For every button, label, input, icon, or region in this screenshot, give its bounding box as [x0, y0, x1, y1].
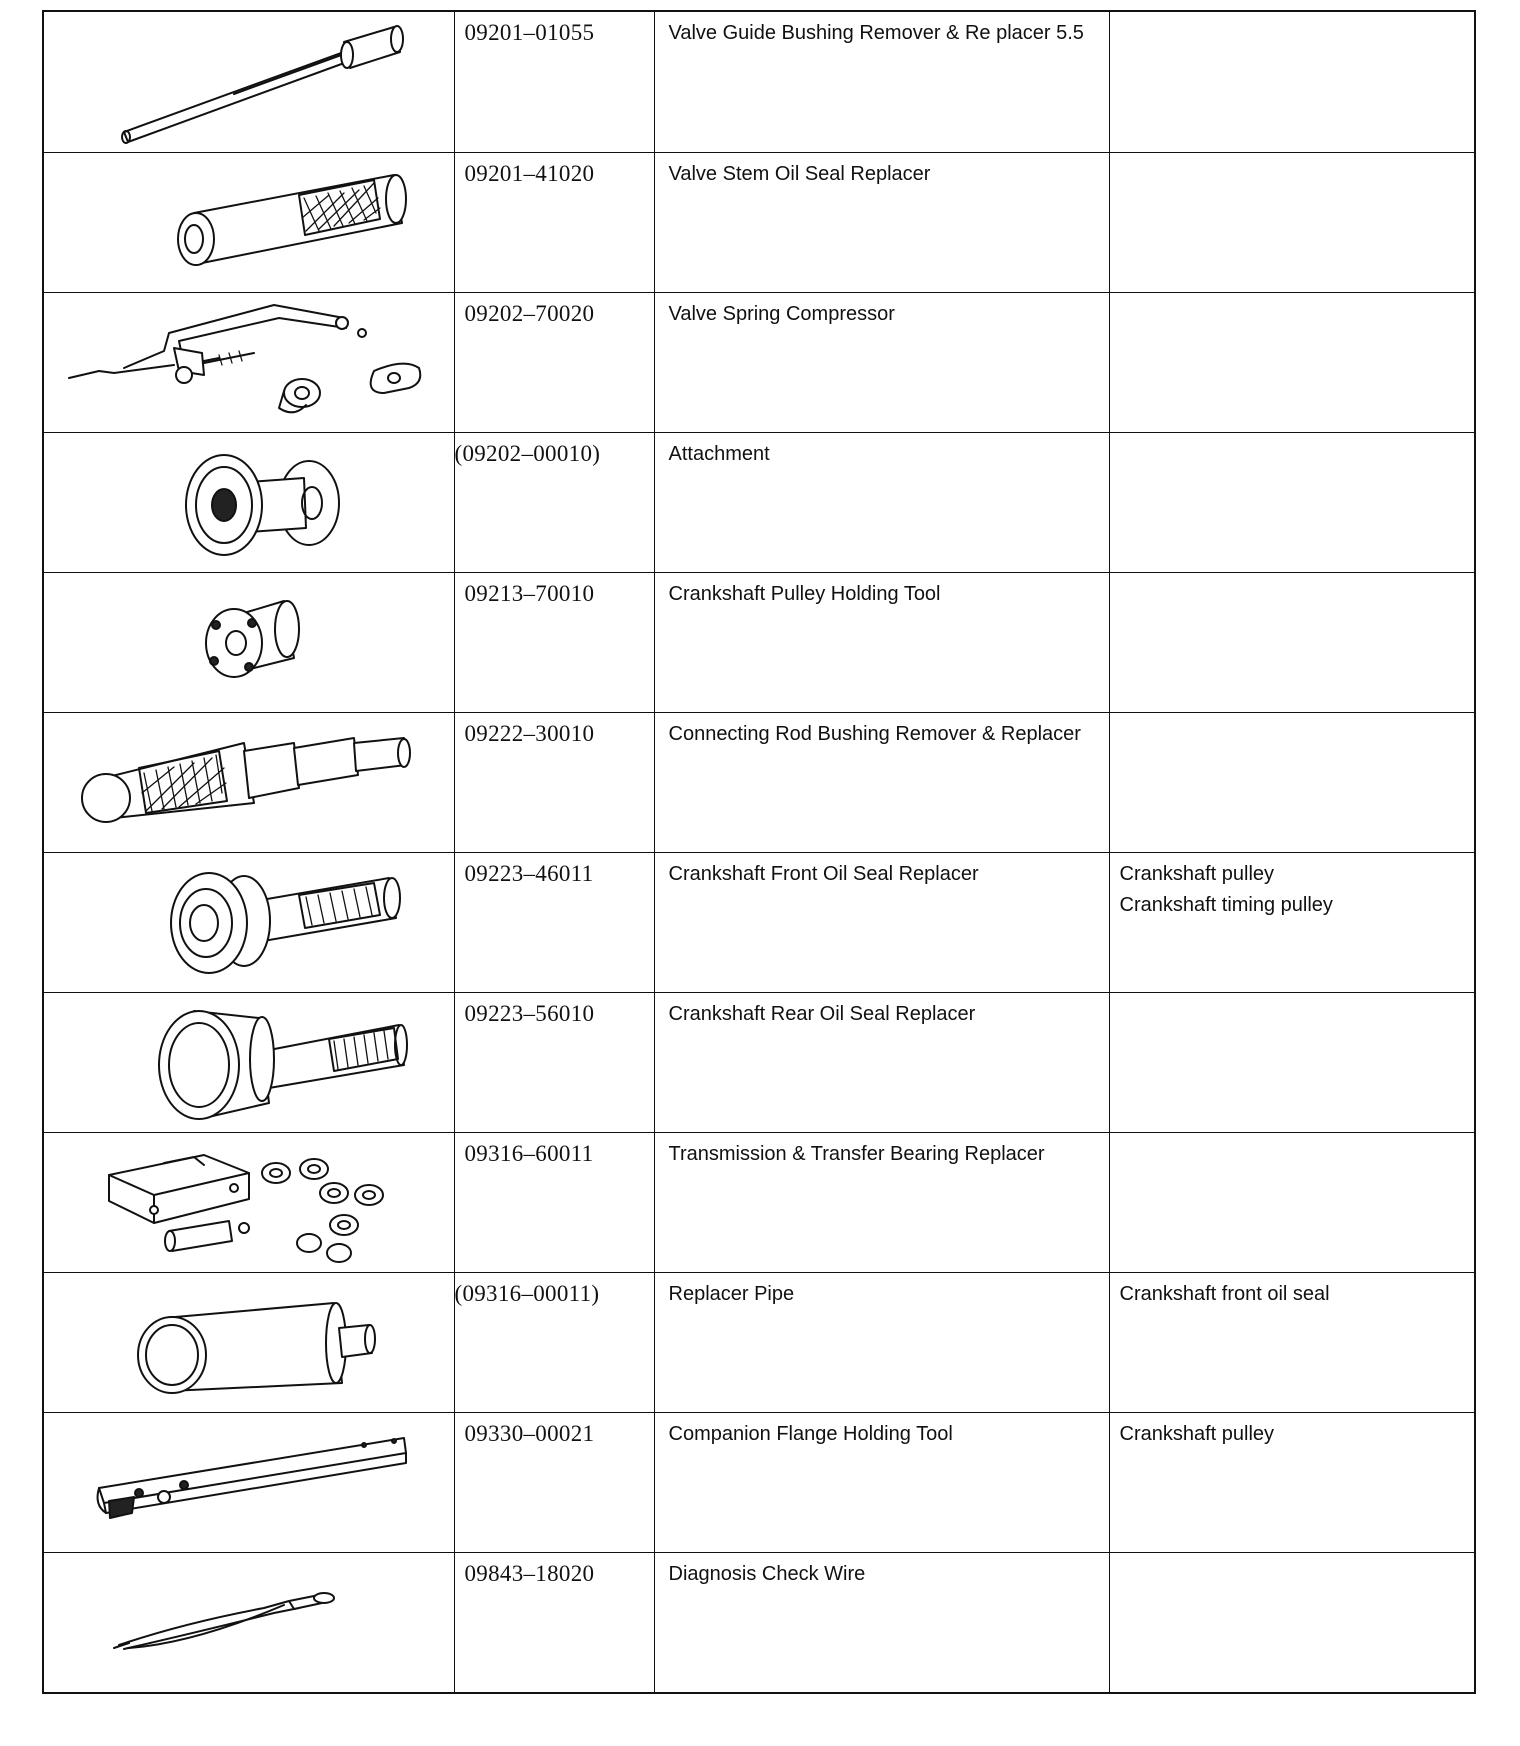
tool-name: Valve Guide Bushing Remover & Re placer 5.5 [668, 22, 1084, 44]
companion-flange-holding-tool-icon [44, 1413, 454, 1553]
tool-name: Replacer Pipe [668, 1282, 795, 1305]
tool-name: Valve Spring Compressor [668, 302, 895, 325]
diagnosis-check-wire-icon [44, 1553, 454, 1693]
part-number: 09201–41020 [464, 160, 595, 186]
table-row [44, 1132, 1474, 1272]
crankshaft-rear-oil-seal-replacer-icon [44, 993, 454, 1133]
tool-name: Companion Flange Holding Tool [668, 1422, 953, 1445]
tool-note: Crankshaft pulley [1119, 1422, 1275, 1445]
part-number: 09213–70010 [464, 580, 595, 606]
table-row [44, 12, 1474, 152]
tool-illustration-cell [44, 1272, 454, 1412]
tool-name: Connecting Rod Bushing Remover & Replacer [668, 722, 1081, 745]
table-row [44, 292, 1474, 432]
table-row [44, 152, 1474, 292]
tool-note [1110, 293, 1475, 299]
crankshaft-front-oil-seal-replacer-icon [44, 853, 454, 993]
table-row [44, 992, 1474, 1132]
table-row [44, 852, 1474, 992]
table-row [44, 432, 1474, 572]
tool-illustration-cell [44, 152, 454, 292]
bearing-replacer-set-icon [44, 1133, 454, 1273]
special-tools-table [42, 10, 1476, 1694]
table-row [44, 1412, 1474, 1552]
valve-spring-compressor-icon [44, 293, 454, 433]
table-row [44, 712, 1474, 852]
part-number: 09222–30010 [464, 720, 595, 746]
part-number: 09843–18020 [464, 1560, 595, 1586]
tool-illustration-cell [44, 292, 454, 432]
tool-note: Crankshaft front oil seal [1119, 1282, 1330, 1305]
part-number: (09316–00011) [454, 1280, 600, 1306]
tool-illustration-cell [44, 712, 454, 852]
tool-illustration-cell [44, 432, 454, 572]
tool-name: Diagnosis Check Wire [668, 1562, 866, 1585]
tool-illustration-cell [44, 1132, 454, 1272]
replacer-pipe-icon [44, 1273, 454, 1413]
tool-illustration-cell [44, 1412, 454, 1552]
part-number: 09223–46011 [464, 860, 594, 886]
tool-name: Crankshaft Rear Oil Seal Replacer [668, 1002, 976, 1025]
tool-illustration-cell [44, 1552, 454, 1692]
tool-note [1110, 12, 1475, 18]
attachment-icon [44, 433, 454, 573]
connecting-rod-bushing-tool-icon [44, 713, 454, 853]
tool-illustration-cell [44, 992, 454, 1132]
valve-stem-oil-seal-replacer-icon [44, 153, 454, 293]
tool-name: Attachment [668, 442, 770, 465]
tool-name: Transmission & Transfer Bearing Replacer [668, 1142, 1045, 1165]
table-row [44, 572, 1474, 712]
tool-note [1110, 853, 1475, 921]
tool-note [1110, 153, 1475, 159]
part-number: 09316–60011 [464, 1140, 594, 1166]
part-number: 09330–00021 [464, 1420, 595, 1446]
table-row [44, 1272, 1474, 1412]
note-line: Crankshaft timing pulley [1119, 893, 1333, 916]
tool-illustration-cell [44, 572, 454, 712]
tool-note [1110, 713, 1475, 719]
tool-name: Crankshaft Front Oil Seal Replacer [668, 862, 979, 885]
tool-note [1110, 573, 1475, 579]
part-number: (09202–00010) [454, 440, 601, 466]
part-number: 09202–70020 [464, 300, 595, 326]
tool-illustration-cell [44, 12, 454, 152]
crankshaft-pulley-holding-tool-icon [44, 573, 454, 713]
tool-illustration-cell [44, 852, 454, 992]
tool-name: Valve Stem Oil Seal Replacer [668, 162, 931, 185]
tool-note [1110, 433, 1475, 439]
note-line: Crankshaft pulley [1119, 862, 1275, 885]
tool-note [1110, 1553, 1475, 1559]
tool-name: Crankshaft Pulley Holding Tool [668, 582, 941, 605]
part-number: 09201–01055 [464, 20, 595, 45]
tool-note [1110, 1133, 1475, 1139]
table-row [44, 1552, 1474, 1692]
valve-guide-bushing-remover-icon [44, 12, 454, 152]
tool-note [1110, 993, 1475, 999]
part-number: 09223–56010 [464, 1000, 595, 1026]
